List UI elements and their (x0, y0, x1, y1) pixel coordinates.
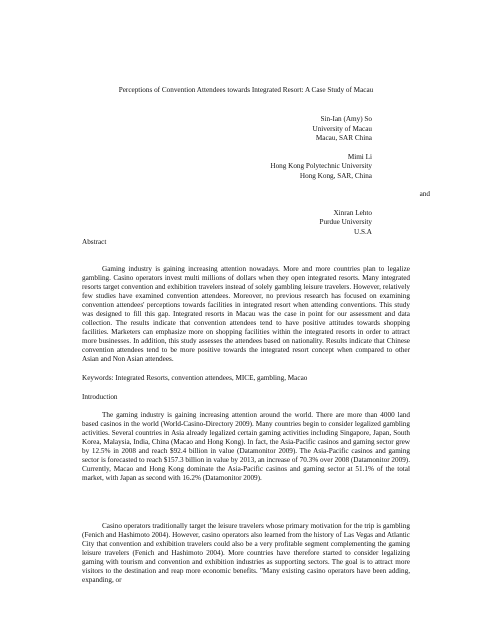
introduction-paragraph: The gaming industry is gaining increasing attention around the world. There are more than 4000 land based casinos in the world (World-Casino-Directory 2009). Many countries begin to consider legalized gambling activities. Several countries in Asia already legalized certain gaming activities including Singapore, Japan, South Korea, Malaysia, India, China (Macao and Hong Kong). In fact, the Asia-Pacific casinos and gaming sector grew by 12.5% in 2008 and reach $92.4 billion in value (Datamonitor 2009). The Asia-Pacific casinos and gaming sector is forecasted to reach $157.3 billion in value by 2013, an increase of 70.3% over 2008 (Datamonitor 2009). Currently, Macao and Hong Kong dominate the Asia-Pacific casinos and gaming sector at 51.1% of the total market, with Japan as second with 16.2% (Datamonitor 2009). (82, 411, 410, 482)
abstract-text: Gaming industry is gaining increasing attention nowadays. More and more countries plan to legalize gambling. Casino operators invest multi millions of dollars when they open integrated resorts. Many integrated resorts target convention and exhibition travelers instead of solely gambling leisure travelers. However, relatively few studies have examined convention attendees. Moreover, no previous research has focused on examining convention attendees' perceptions towards facilities in integrated resort when attending conventions. This study was designed to fill this gap. Integrated resorts in Macau was the case in point for our assessment and data collection. The results indicate that convention attendees tend to have positive attitudes towards shopping facilities. Marketers can emphasize more on shopping facilities within the integrated resorts in order to attract more businesses. In addition, this study assesses the attendees based on nationality. Results indicate that Chinese convention attendees tend to be more positive towards the integrated resort concept when compared to other Asian and Non Asian attendees. (82, 265, 410, 363)
author-name: Xinran Lehto (333, 209, 372, 217)
author-name: Sin-Ian (Amy) So (320, 115, 372, 123)
introduction-heading: Introduction (82, 393, 118, 401)
abstract-heading: Abstract (82, 238, 107, 246)
introduction-paragraph: Casino operators traditionally target the leisure travelers whose primary motivation for the trip is gambling (Fenich and Hashimoto 2004). However, casino operators also learned from the history of Las Vegas and Atlantic City that convention and exhibition travelers could also be a very profitable segment complementing the gaming leisure travelers (Fenich and Hashimoto 2004). More countries have therefore started to consider legalizing gaming with tourism and convention and exhibition industries as supporting sectors. The goal is to attract more visitors to the destination and reap more economic benefits. "Many existing casino operators have been adding, expanding, or (82, 522, 410, 584)
author-name: Mimi Li (347, 153, 372, 161)
author-affiliation: Hong Kong Polytechnic University (270, 162, 372, 170)
author-affiliation: University of Macau (312, 125, 372, 133)
author-location: U.S.A (354, 228, 372, 236)
author-location: Hong Kong, SAR, China (299, 172, 372, 180)
author-separator: and (419, 190, 430, 198)
author-affiliation: Purdue University (319, 218, 372, 226)
keywords: Keywords: Integrated Resorts, convention attendees, MICE, gambling, Macao (82, 374, 308, 382)
author-location: Macau, SAR China (315, 134, 372, 142)
paper-title: Perceptions of Convention Attendees towards Integrated Resort: A Case Study of Macau (118, 86, 374, 94)
